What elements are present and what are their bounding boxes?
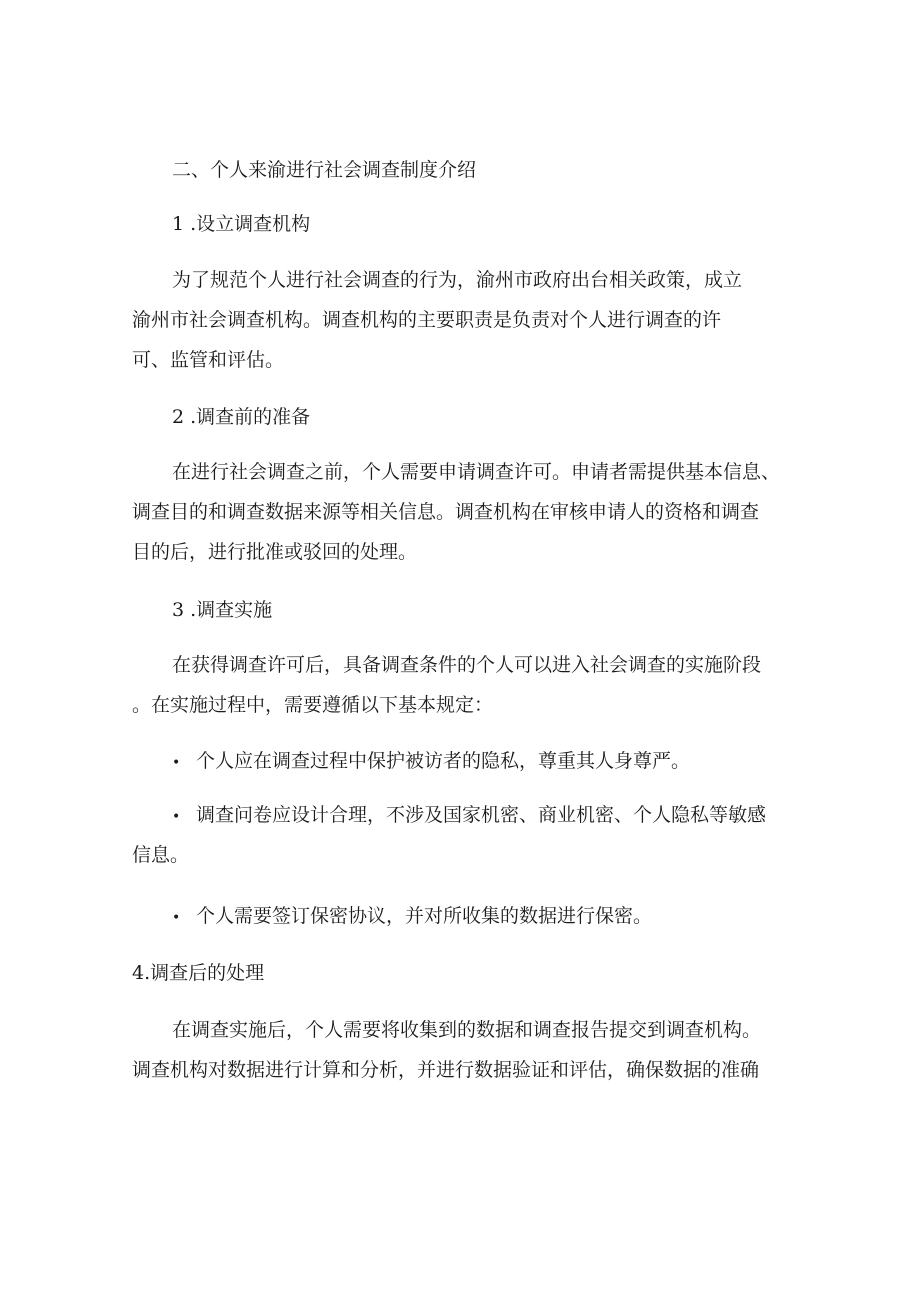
section-4-heading: 4.调查后的处理 bbox=[132, 962, 265, 984]
paragraph-line: 目的后，进行批准或驳回的处理。 bbox=[132, 541, 418, 563]
bullet-line bbox=[132, 795, 792, 835]
section-2-paragraph bbox=[132, 452, 792, 572]
paragraph-line: 在进行社会调查之前，个人需要申请调查许可。申请者需提供基本信息、 bbox=[172, 461, 781, 483]
bullet-icon: • bbox=[172, 910, 181, 926]
section-title-block bbox=[132, 150, 792, 190]
bullet-icon: • bbox=[172, 809, 181, 825]
section-1 bbox=[132, 204, 792, 244]
bullet-text: 个人需要签订保密协议，并对所收集的数据进行保密。 bbox=[196, 905, 653, 927]
bullet-line bbox=[132, 741, 792, 781]
section-1-heading: 1 .设立调查机构 bbox=[172, 213, 311, 235]
bullet-item bbox=[132, 795, 792, 875]
section-3-paragraph bbox=[132, 645, 792, 725]
section-1-paragraph bbox=[132, 260, 792, 380]
section-title: 二、个人来渝进行社会调查制度介绍 bbox=[172, 159, 477, 181]
paragraph-line: 可、监管和评估。 bbox=[132, 349, 285, 371]
paragraph-line: 在获得调查许可后，具备调查条件的个人可以进入社会调查的实施阶段 bbox=[172, 654, 762, 676]
paragraph-line: 调查机构对数据进行计算和分析，并进行数据验证和评估，确保数据的准确 bbox=[132, 1059, 760, 1081]
bullet-icon: • bbox=[172, 755, 181, 771]
bullet-text: 个人应在调查过程中保护被访者的隐私，尊重其人身尊严。 bbox=[196, 750, 691, 772]
section-3 bbox=[132, 590, 792, 630]
section-4 bbox=[132, 953, 792, 993]
section-2 bbox=[132, 397, 792, 437]
bullet-line bbox=[132, 896, 792, 936]
section-2-heading: 2 .调查前的准备 bbox=[172, 406, 311, 428]
section-4-paragraph bbox=[132, 1010, 792, 1090]
section-3-heading: 3 .调查实施 bbox=[172, 599, 273, 621]
paragraph-line: 为了规范个人进行社会调查的行为，渝州市政府出台相关政策，成立 bbox=[172, 269, 743, 291]
paragraph-line: 在调查实施后，个人需要将收集到的数据和调查报告提交到调查机构。 bbox=[172, 1019, 762, 1041]
bullet-item bbox=[132, 741, 792, 781]
paragraph-line: 。在实施过程中，需要遵循以下基本规定： bbox=[132, 694, 494, 716]
bullet-text: 调查问卷应设计合理，不涉及国家机密、商业机密、个人隐私等敏感 bbox=[196, 804, 767, 826]
bullet-item bbox=[132, 896, 792, 936]
bullet-text-continued: 信息。 bbox=[132, 844, 190, 866]
paragraph-line: 渝州市社会调查机构。调查机构的主要职责是负责对个人进行调查的许 bbox=[132, 309, 722, 331]
paragraph-line: 调查目的和调查数据来源等相关信息。调查机构在审核申请人的资格和调查 bbox=[132, 501, 760, 523]
